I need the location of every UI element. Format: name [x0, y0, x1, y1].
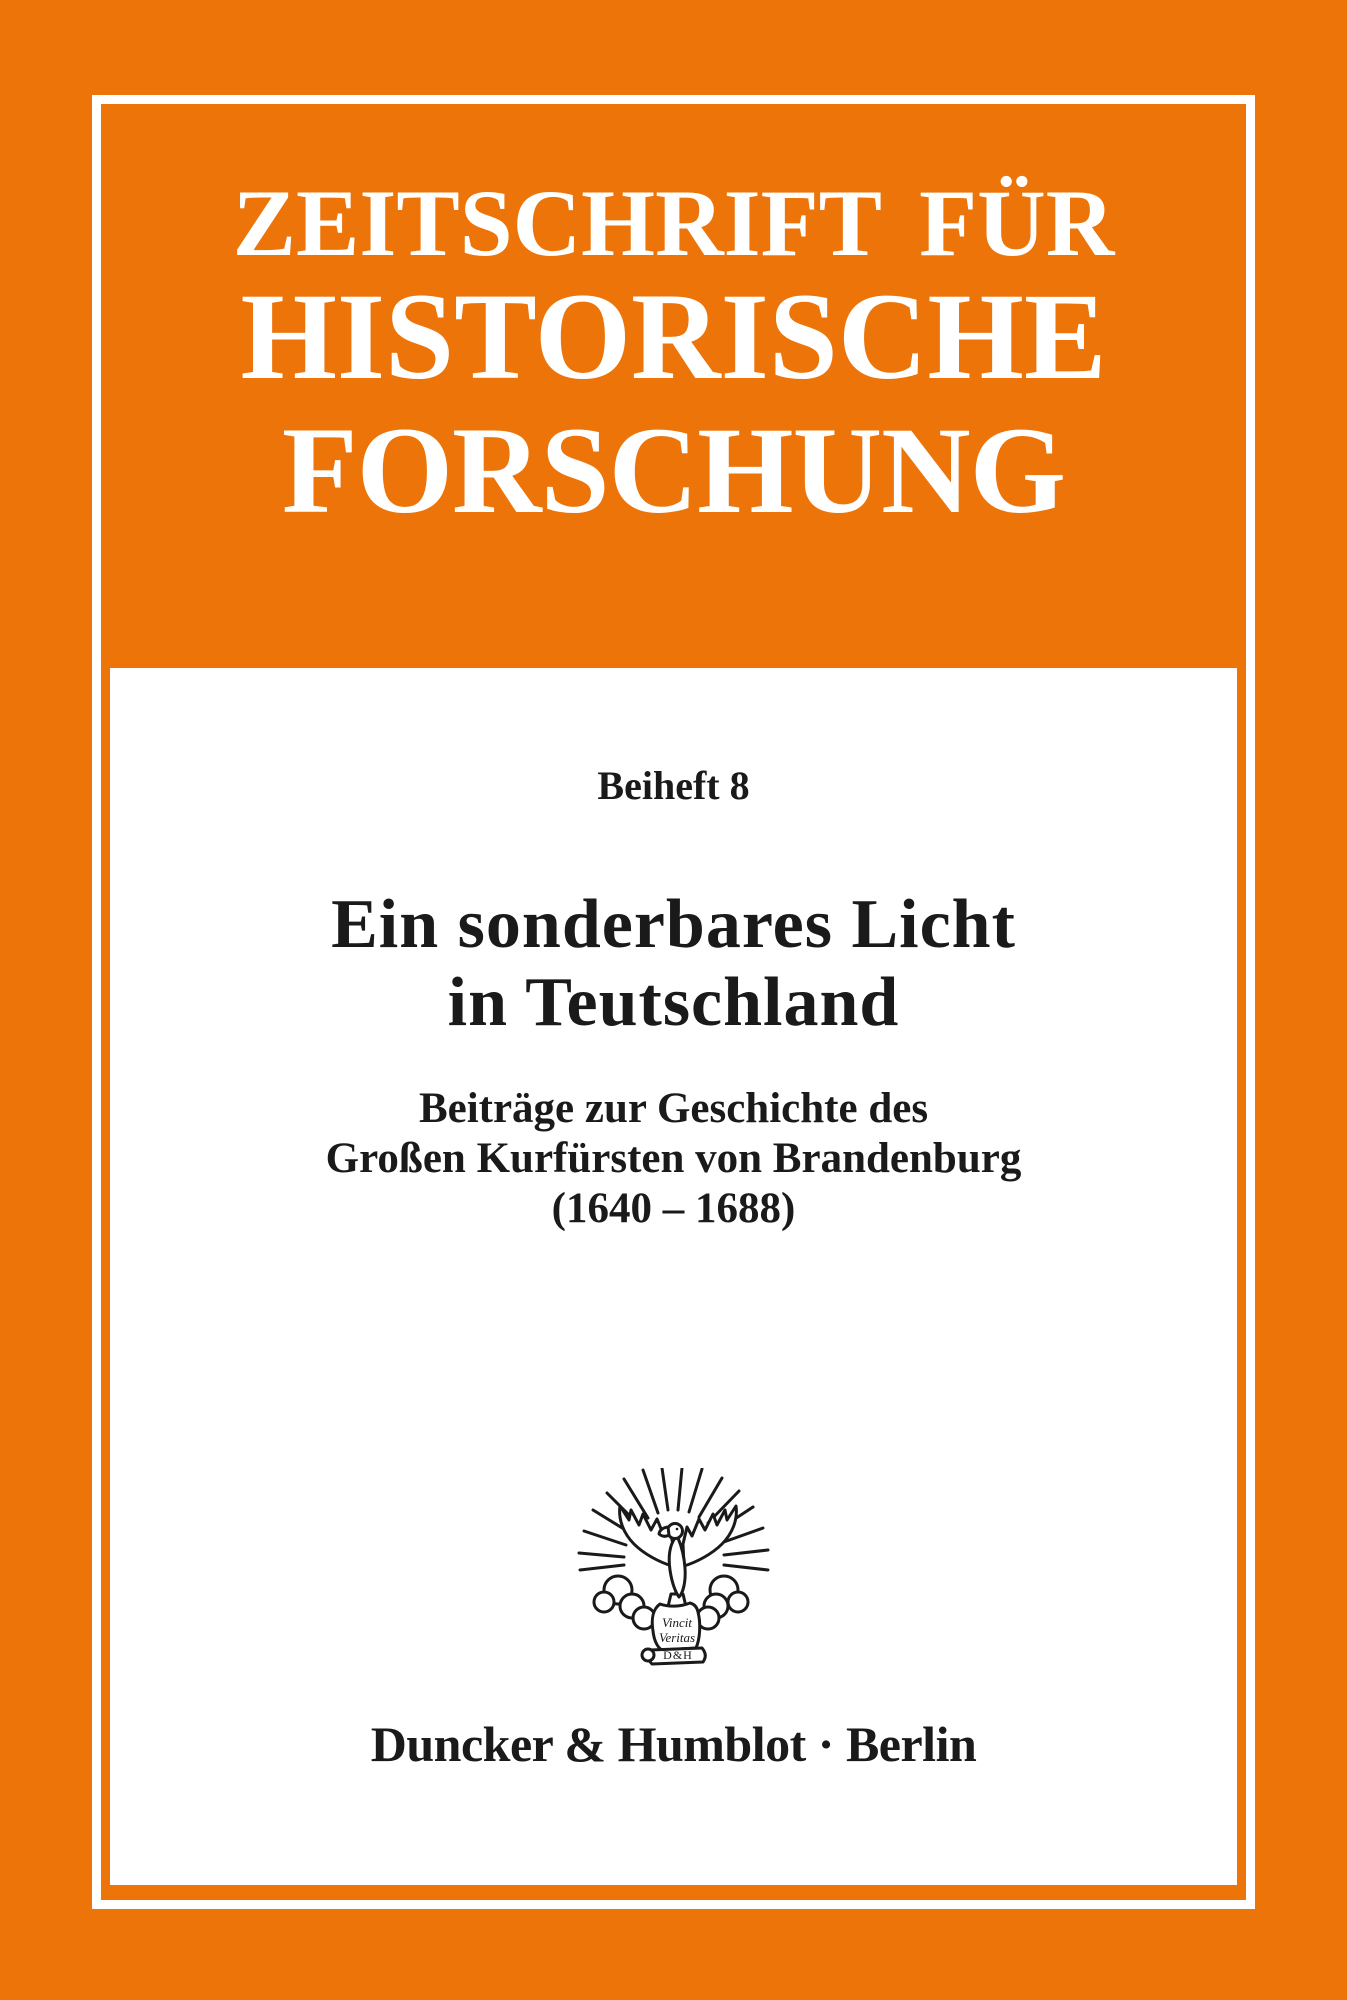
series-label: Beiheft 8 [597, 763, 750, 808]
masthead-line-2: HISTORISCHE [240, 268, 1107, 405]
book-title-line-2: in Teutschland [447, 964, 900, 1041]
emblem-motto-line-1: Vincit [661, 1615, 692, 1630]
eagle-beak [659, 1527, 669, 1536]
book-title [110, 886, 1237, 1042]
publisher-emblem [574, 1468, 774, 1668]
emblem-initials: D&H [662, 1648, 693, 1662]
book-title-line-1: Ein sonderbares Licht [331, 886, 1016, 963]
scroll-curl [642, 1649, 654, 1661]
masthead-line-3: FORSCHUNG [281, 402, 1066, 539]
book-subtitle-line-2: Großen Kurfürsten von Brandenburg [325, 1135, 1022, 1182]
publisher-eagle-icon [574, 1468, 774, 1668]
eagle-right-wing [683, 1506, 736, 1566]
book-subtitle [110, 1084, 1237, 1234]
title-panel [110, 668, 1237, 1885]
book-subtitle-line-1: Beiträge zur Geschichte des [418, 1085, 929, 1132]
emblem-motto-line-2: Veritas [658, 1630, 695, 1645]
eagle-eye [675, 1528, 678, 1531]
masthead-line-1: ZEITSCHRIFT FÜR [232, 170, 1115, 276]
publisher-imprint: Duncker & Humblot · Berlin [370, 1716, 977, 1772]
book-subtitle-line-3: (1640 – 1688) [551, 1185, 796, 1232]
